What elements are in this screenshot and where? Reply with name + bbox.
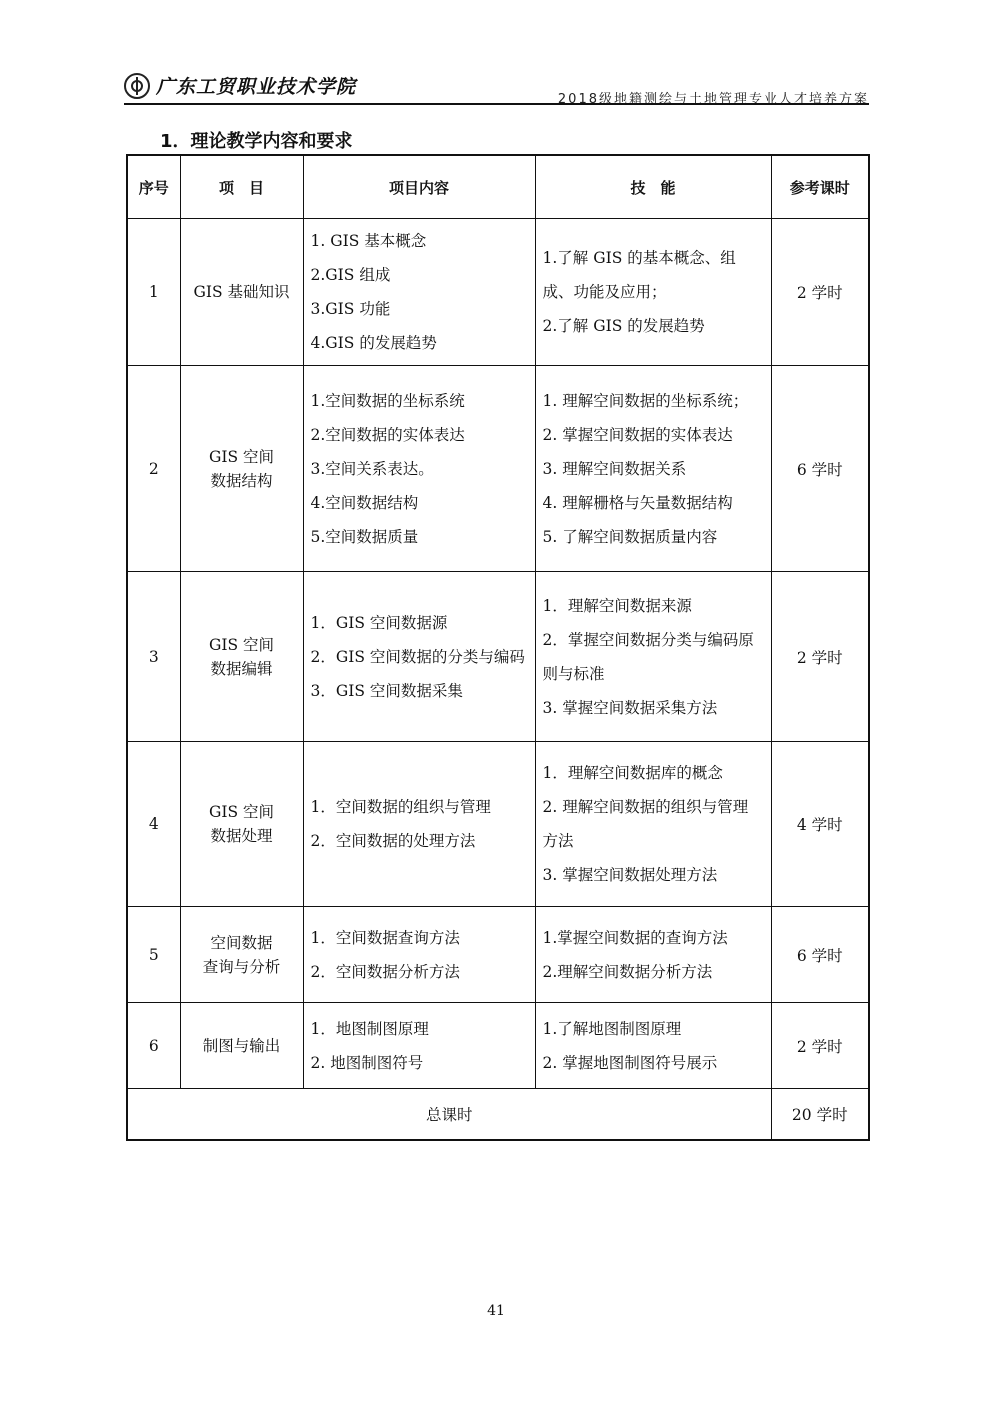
item-name-line: 查询与分析	[202, 957, 281, 976]
row-number: 1	[127, 219, 180, 366]
item-name-line: GIS 空间	[208, 803, 275, 821]
table-row	[127, 572, 869, 742]
skill-item: 1.了解地图制图原理	[542, 1019, 682, 1038]
table-row	[127, 366, 869, 572]
content-item: 1.空间数据的坐标系统	[310, 391, 465, 410]
content-item: 2．空间数据的处理方法	[310, 832, 476, 850]
page-number: 41	[487, 1303, 505, 1319]
item-name-line: 空间数据	[210, 933, 273, 952]
table-row	[127, 907, 869, 1003]
skill-item: 3. 理解空间数据关系	[542, 459, 687, 478]
row-item-name	[180, 572, 303, 742]
page-header	[124, 70, 869, 107]
row-content	[303, 1003, 535, 1089]
row-skills	[535, 572, 771, 742]
header-divider	[124, 103, 869, 105]
item-name-line: GIS 空间	[208, 635, 275, 654]
column-header-skills: 技 能	[535, 155, 771, 219]
row-item-name	[180, 907, 303, 1003]
column-header-hours: 参考课时	[771, 155, 869, 219]
content-item: 3．GIS 空间数据采集	[310, 681, 463, 700]
content-item: 1．空间数据的组织与管理	[310, 798, 491, 816]
skill-item: 2.了解 GIS 的发展趋势	[542, 317, 705, 335]
row-content	[303, 219, 535, 366]
skill-item: 2．掌握空间数据分类与编码原则与标准	[542, 630, 754, 683]
table-row	[127, 219, 869, 366]
row-number: 2	[127, 366, 180, 572]
content-item: 4.GIS 的发展趋势	[310, 334, 437, 352]
total-hours: 20 学时	[771, 1089, 869, 1141]
skill-item: 1.了解 GIS 的基本概念、组成、功能及应用；	[542, 249, 736, 301]
skill-item: 2. 掌握地图制图符号展示	[542, 1053, 718, 1072]
row-skills	[535, 1003, 771, 1089]
row-item-name	[180, 219, 303, 366]
row-hours: 2 学时	[771, 572, 869, 742]
school-name: 广东工贸职业技术学院	[156, 76, 357, 98]
item-name-line: 数据编辑	[210, 659, 273, 678]
item-name-line: GIS 空间	[208, 447, 275, 466]
row-hours: 6 学时	[771, 907, 869, 1003]
content-item: 2. 地图制图符号	[310, 1053, 424, 1072]
skill-item: 3. 掌握空间数据处理方法	[542, 866, 718, 884]
skill-item: 4. 理解栅格与矢量数据结构	[542, 493, 733, 512]
row-hours: 6 学时	[771, 366, 869, 572]
row-skills	[535, 907, 771, 1003]
row-skills	[535, 219, 771, 366]
row-hours: 2 学时	[771, 219, 869, 366]
column-header-num: 序号	[127, 155, 180, 219]
section-title: 1．理论教学内容和要求	[160, 131, 353, 152]
skill-item: 2.理解空间数据分析方法	[542, 962, 713, 981]
row-content	[303, 907, 535, 1003]
curriculum-table	[126, 154, 870, 1141]
row-content	[303, 572, 535, 742]
row-content	[303, 366, 535, 572]
skill-item: 3. 掌握空间数据采集方法	[542, 698, 718, 717]
row-hours: 2 学时	[771, 1003, 869, 1089]
item-name-line: 数据结构	[210, 471, 273, 490]
item-name-line: 数据处理	[210, 827, 273, 845]
table-row	[127, 742, 869, 907]
skill-item: 1．理解空间数据来源	[542, 596, 692, 615]
row-item-name	[180, 1003, 303, 1089]
row-skills	[535, 366, 771, 572]
content-item: 2.GIS 组成	[310, 266, 391, 284]
skill-item: 1.掌握空间数据的查询方法	[542, 928, 728, 947]
row-number: 6	[127, 1003, 180, 1089]
table-header-row	[127, 155, 869, 219]
content-item: 3.GIS 功能	[310, 300, 391, 318]
row-skills	[535, 742, 771, 907]
content-item: 1. GIS 基本概念	[310, 232, 427, 250]
content-item: 2．空间数据分析方法	[310, 962, 460, 981]
item-name-line: GIS 基础知识	[193, 283, 290, 301]
skill-item: 2. 理解空间数据的组织与管理方法	[542, 798, 749, 850]
content-item: 4.空间数据结构	[310, 493, 419, 512]
skill-item: 1．理解空间数据库的概念	[542, 764, 723, 782]
skill-item: 5. 了解空间数据质量内容	[542, 527, 718, 546]
row-number: 5	[127, 907, 180, 1003]
school-emblem-icon	[124, 73, 150, 99]
content-item: 5.空间数据质量	[310, 527, 419, 546]
row-content	[303, 742, 535, 907]
row-item-name	[180, 366, 303, 572]
content-item: 2．GIS 空间数据的分类与编码	[310, 647, 525, 666]
skill-item: 1. 理解空间数据的坐标系统；	[542, 391, 749, 410]
table-row	[127, 1003, 869, 1089]
row-number: 4	[127, 742, 180, 907]
skill-item: 2. 掌握空间数据的实体表达	[542, 425, 733, 444]
row-number: 3	[127, 572, 180, 742]
row-item-name	[180, 742, 303, 907]
school-logo	[124, 72, 356, 99]
column-header-item: 项 目	[180, 155, 303, 219]
row-hours: 4 学时	[771, 742, 869, 907]
content-item: 1．GIS 空间数据源	[310, 613, 448, 632]
total-label: 总课时	[127, 1089, 771, 1141]
column-header-content: 项目内容	[303, 155, 535, 219]
content-item: 1．空间数据查询方法	[310, 928, 460, 947]
content-item: 3.空间关系表达。	[310, 459, 434, 478]
total-row	[127, 1089, 869, 1141]
content-item: 1．地图制图原理	[310, 1019, 429, 1038]
content-item: 2.空间数据的实体表达	[310, 425, 465, 444]
document-title: 2018级地籍测绘与土地管理专业人才培养方案	[557, 92, 869, 107]
item-name-line: 制图与输出	[202, 1036, 281, 1055]
